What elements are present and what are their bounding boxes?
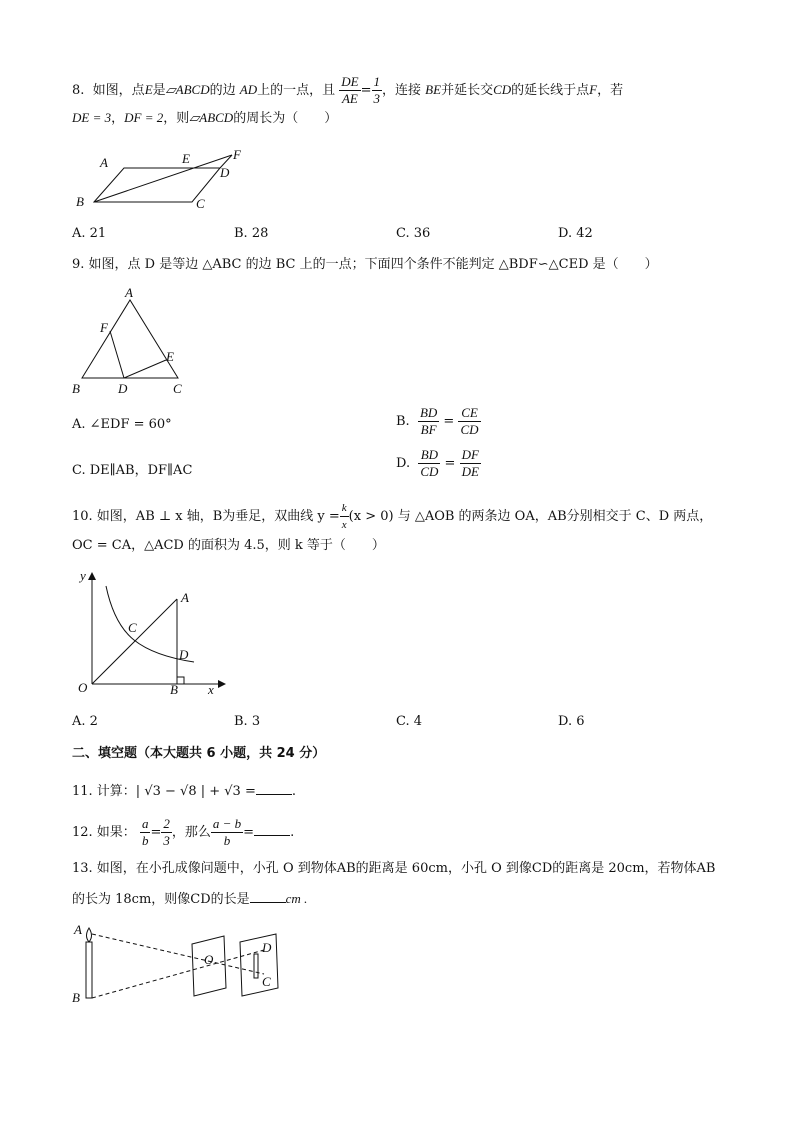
q10-label-y: y bbox=[80, 568, 86, 583]
q13-label-B: B bbox=[72, 990, 80, 1005]
q13-line1: 13. 如图，在小孔成像问题中，小孔 O 到物体AB的距离是 60cm，小孔 O 到像CD的距离是 20cm，若物体AB bbox=[72, 861, 716, 876]
q8-value-fraction: $\frac{1}{3}$ bbox=[373, 74, 381, 106]
q10-label-B: B bbox=[170, 682, 178, 697]
q13-label-A: A bbox=[74, 922, 82, 937]
q8-label-E: E bbox=[182, 151, 190, 166]
q12-answer-blank[interactable] bbox=[254, 823, 290, 836]
q10-option-c: C. 4 bbox=[396, 714, 423, 729]
q10-hyperbola-diagram bbox=[70, 566, 230, 704]
q9-label-A: A bbox=[125, 285, 133, 300]
q13-answer-blank[interactable] bbox=[250, 890, 286, 903]
q10-label-O: O bbox=[78, 680, 88, 695]
q13-label-C: C bbox=[262, 974, 271, 989]
q8-label-B: B bbox=[76, 194, 84, 209]
q8-option-d: D. 42 bbox=[558, 226, 593, 241]
q11-answer-blank[interactable] bbox=[256, 782, 292, 795]
q8-label-F: F bbox=[233, 147, 241, 162]
q10-option-a: A. 2 bbox=[72, 714, 98, 729]
q10-line1: 10. 如图，AB ⊥ x 轴，B为垂足，双曲线 y = $\frac{k}{x}$ (x > 0) 与 △AOB 的两条边 OA，AB分别相交于 C、D 两点， bbox=[72, 502, 713, 531]
q13-line2: 的长为 18cm，则像CD的长是 cm . bbox=[72, 891, 308, 907]
q8-option-c: C. 36 bbox=[396, 226, 431, 241]
section-2-title: 二、填空题（本大题共 6 小题，共 24 分） bbox=[72, 746, 326, 761]
q9-option-a: A. ∠EDF = 60° bbox=[72, 417, 172, 432]
q12-line: 12. 如果： $\frac{a}{b}$ = $\frac{2}{3}$ ，那么 $\frac{a - b}{b}$ = . bbox=[72, 816, 295, 848]
q9-line: 9. 如图，点 D 是等边 △ABC 的边 BC 上的一点；下面四个条件不能判定 △BDF∽△CED 是（ ） bbox=[72, 257, 658, 272]
q8-ratio-fraction: $\frac{DE}{AE}$ bbox=[341, 74, 359, 106]
q9-label-D: D bbox=[118, 381, 128, 396]
q9-label-F: F bbox=[100, 320, 108, 335]
q13-label-O: O bbox=[204, 952, 214, 967]
q9-option-d: D. $\frac{BD}{CD}$ = $\frac{DF}{DE}$ bbox=[396, 447, 479, 479]
q10-option-b: B. 3 bbox=[234, 714, 261, 729]
q13-pinhole-diagram bbox=[68, 920, 288, 1010]
q8-parallelogram-diagram bbox=[70, 145, 260, 215]
q13-label-D: D bbox=[262, 940, 272, 955]
q9-label-E: E bbox=[166, 349, 174, 364]
q9-triangle-diagram bbox=[68, 282, 198, 400]
q10-label-C: C bbox=[128, 620, 137, 635]
q10-line2: OC = CA，△ACD 的面积为 4.5，则 k 等于（ ） bbox=[72, 538, 385, 553]
q9-option-b: B. $\frac{BD}{BF}$ = $\frac{CE}{CD}$ bbox=[396, 405, 479, 437]
q8-line2: DE = 3，DF = 2，则▱ABCD的周长为（ ） bbox=[72, 110, 338, 126]
q8-line1: 8. 如图，点E是▱ABCD的边 AD上的一点，且 $\frac{DE}{AE}$ = $\frac{1}{3}$ ，连接 BE并延长交CD的延长线于点F，若 bbox=[72, 74, 624, 106]
q8-option-b: B. 28 bbox=[234, 226, 269, 241]
q10-label-D: D bbox=[179, 647, 189, 662]
q10-label-A: A bbox=[181, 590, 189, 605]
q9-option-c: C. DE∥AB，DF∥AC bbox=[72, 463, 193, 478]
q8-label-D: D bbox=[220, 165, 230, 180]
q9-label-B: B bbox=[72, 381, 80, 396]
q10-option-d: D. 6 bbox=[558, 714, 585, 729]
q8-option-a: A. 21 bbox=[72, 226, 107, 241]
q8-label-A: A bbox=[100, 155, 108, 170]
q11-line: 11. 计算：| √3 − √8 | + √3 = . bbox=[72, 784, 296, 799]
q8-label-C: C bbox=[196, 196, 205, 211]
q9-label-C: C bbox=[173, 381, 182, 396]
q10-label-x: x bbox=[208, 682, 214, 697]
